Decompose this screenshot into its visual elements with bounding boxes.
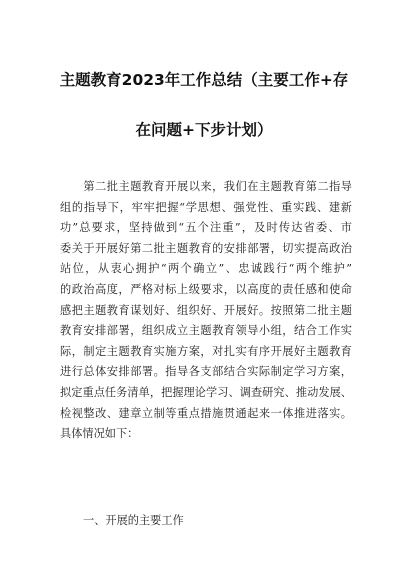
paragraph-line: 检视整改、建章立制等重点措施贯通起来一体推进落实。 [60,406,352,420]
paragraph-line: 教育安排部署，组织成立主题教育领导小组，结合工作实 [60,324,352,338]
section-heading: 一、开展的主要工作 [83,514,184,527]
paragraph-line: 际，制定主题教育实施方案，对扎实有序开展好主题教育 [60,344,352,358]
document-title-line-1: 主题教育2023年工作总结（主要工作+存 [59,71,349,89]
intro-paragraph [60,177,352,445]
paragraph-line: 拟定重点任务清单，把握理论学习、调查研究、推动发展、 [60,385,352,399]
paragraph-line: 进行总体安排部署。指导各支部结合实际制定学习方案， [60,365,352,379]
paragraph-line: 的政治高度，严格对标上级要求，以高度的责任感和使命 [60,282,352,296]
paragraph-line: 感把主题教育谋划好、组织好、开展好。按照第二批主题 [60,303,352,317]
paragraph-line: 委关于开展好第二批主题教育的安排部署，切实提高政治 [60,241,352,255]
paragraph-line: 功”总要求，坚持做到“五个注重”，及时传达省委、市 [60,221,352,235]
paragraph-line: 组的指导下，牢牢把握“学思想、强党性、重实践、建新 [60,200,352,214]
paragraph-line: 具体情况如下： [60,427,139,441]
paragraph-line: 站位，从衷心拥护“两个确立”、忠诚践行“两个维护” [60,262,352,276]
document-title-line-2: 在问题+下步计划） [135,121,273,139]
paragraph-line: 第二批主题教育开展以来，我们在主题教育第二指导 [60,180,352,193]
